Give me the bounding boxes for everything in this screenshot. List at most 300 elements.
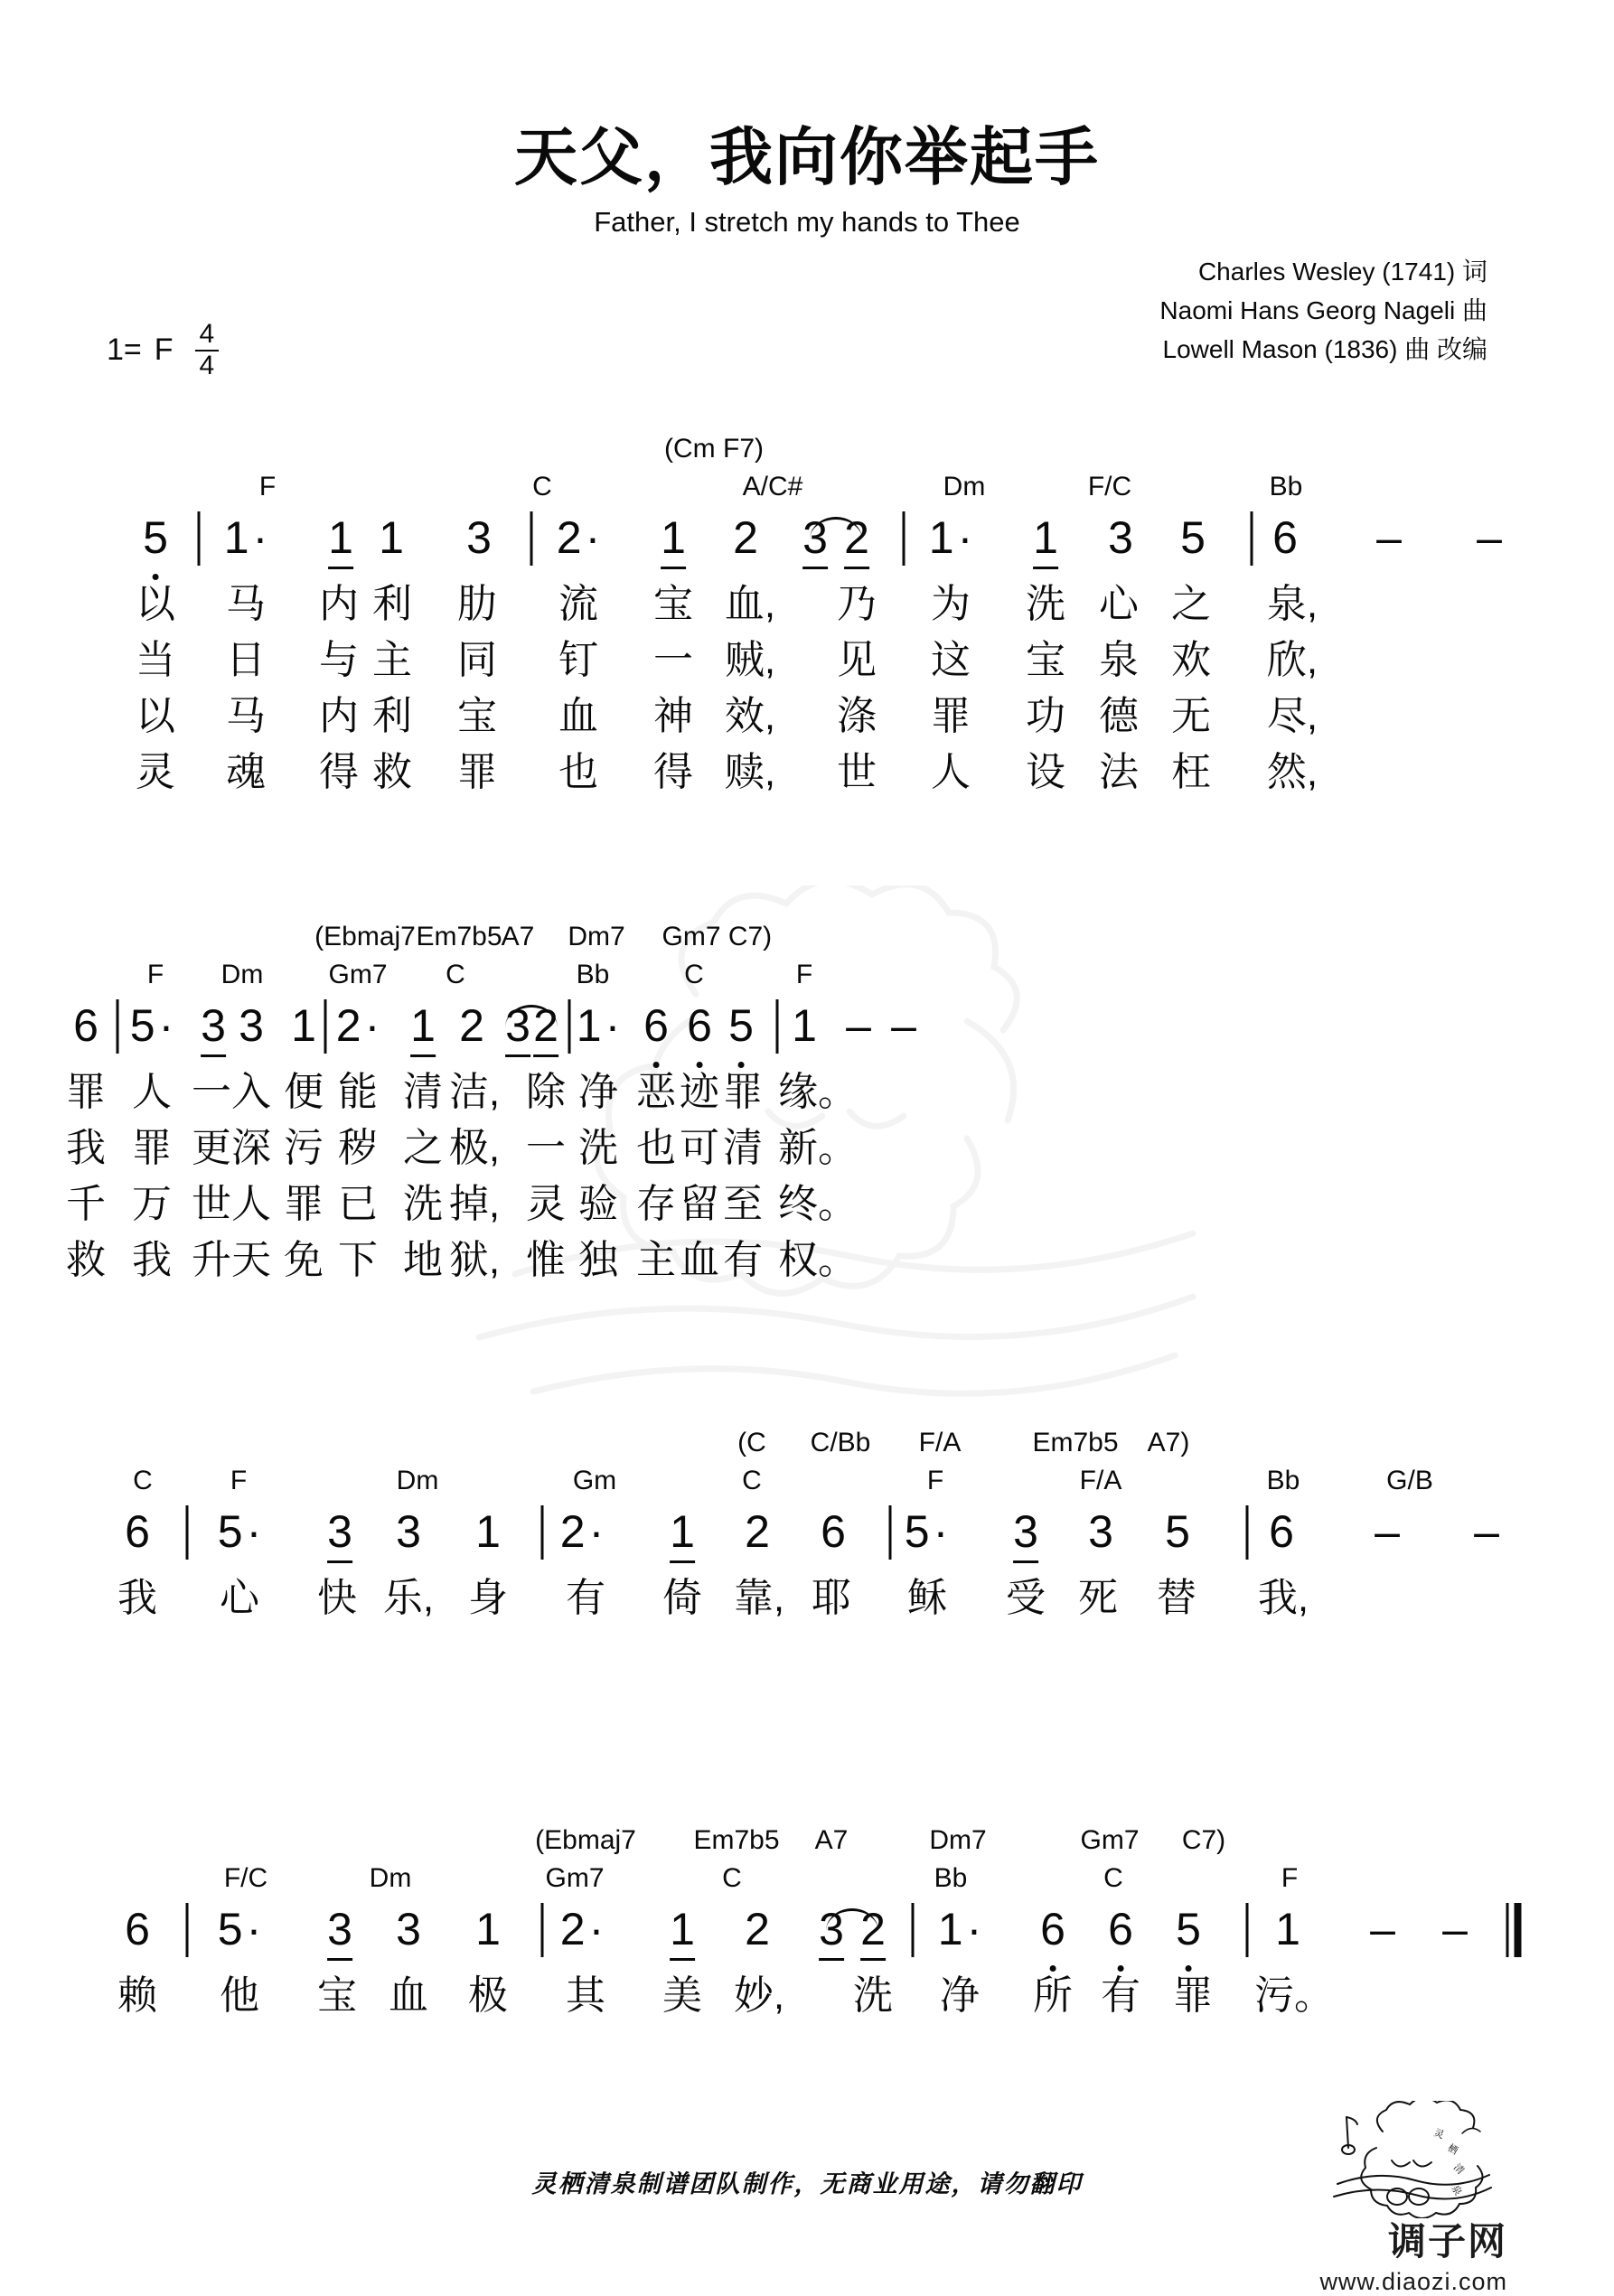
lyric-syllable: 洗 <box>1026 582 1065 626</box>
barline <box>324 999 327 1054</box>
lyric-syllable: 缘。 <box>778 1070 858 1114</box>
note-number: 1· <box>937 1904 982 1954</box>
note-number: 2 <box>745 1506 770 1557</box>
lyric-syllable: 罪 <box>132 1126 172 1170</box>
lyric-syllable: 可 <box>680 1126 719 1170</box>
alt-chord-symbol: A7 <box>501 922 535 951</box>
lyric-syllable: 欣, <box>1266 638 1318 682</box>
note-number: 2· <box>556 512 601 563</box>
lyric-syllable: 人 <box>931 750 971 794</box>
lyric-syllable: 清 <box>723 1126 763 1170</box>
augmentation-dot: · <box>246 1506 262 1557</box>
lyric-syllable: 一 <box>653 638 693 682</box>
time-signature-denominator: 4 <box>199 350 215 380</box>
chord-symbol: F/A <box>1079 1466 1122 1495</box>
note-number: 2 <box>533 998 558 1057</box>
alt-chord-symbol: C/Bb <box>810 1428 871 1457</box>
lyric-syllable: 为 <box>931 582 971 626</box>
note-number: 6 <box>1108 1901 1133 1957</box>
alt-chord-symbol: A7 <box>814 1825 849 1855</box>
lyric-syllable: 赖 <box>117 1973 157 2018</box>
chord-symbol: C <box>742 1466 762 1495</box>
lyric-syllable: 我 <box>117 1576 157 1620</box>
lyric-syllable: 当 <box>136 638 175 682</box>
lyric-syllable: 深 <box>231 1126 271 1170</box>
lyric-syllable: 这 <box>931 638 971 682</box>
lyric-syllable: 罪 <box>284 1182 324 1226</box>
note-number: 5· <box>217 1506 262 1557</box>
note-number: 6 <box>643 998 669 1054</box>
note-number: 1 <box>475 1904 501 1954</box>
site-url: www.diaozi.com <box>1319 2268 1507 2295</box>
lyric-syllable: 下 <box>338 1238 378 1282</box>
lyric-syllable: 极 <box>468 1973 508 2018</box>
alt-chord-symbol: Dm7 <box>929 1825 987 1855</box>
chord-symbol: G/B <box>1386 1466 1433 1495</box>
augmentation-dot: · <box>588 1904 605 1954</box>
lyric-syllable: 宝 <box>317 1973 357 2018</box>
lyric-syllable: 便 <box>284 1070 324 1114</box>
credit-arranger: Lowell Mason (1836) 曲 改编 <box>1162 334 1487 363</box>
lyric-syllable: 靠, <box>733 1576 785 1620</box>
lyric-syllable: 涤 <box>837 694 877 738</box>
lyric-syllable: 救 <box>372 750 412 794</box>
lyric-syllable: 罪 <box>723 1070 763 1114</box>
chord-symbol: F <box>1281 1863 1299 1893</box>
lyric-syllable: 设 <box>1026 750 1065 794</box>
barline <box>1246 1505 1249 1560</box>
lyric-syllable: 罪 <box>1173 1973 1213 2018</box>
lyric-syllable: 稣 <box>907 1576 947 1620</box>
barline <box>903 511 906 566</box>
note-number: 6 <box>73 1000 99 1051</box>
note-number: 3 <box>396 1904 421 1954</box>
system-3-chord-row <box>0 1466 1614 1504</box>
barline <box>912 1903 915 1957</box>
chord-symbol: C <box>722 1863 742 1893</box>
lyric-syllable: 马 <box>226 582 266 626</box>
lyric-syllable: 泉 <box>1099 638 1139 682</box>
lyric-syllable: 一 <box>526 1126 566 1170</box>
lyric-syllable: 也 <box>558 750 598 794</box>
augmentation-dot: · <box>364 1000 380 1051</box>
chord-symbol: F <box>146 960 164 989</box>
system-1-alt-chord-row <box>0 434 1614 472</box>
sustain-dash: – <box>1474 1506 1499 1557</box>
lyric-syllable: 宝 <box>653 582 693 626</box>
lyric-syllable: 升 <box>192 1238 231 1282</box>
lyric-syllable: 罪 <box>931 694 971 738</box>
chord-symbol: A/C# <box>742 472 803 501</box>
system-1 <box>0 434 1614 802</box>
lyric-syllable: 功 <box>1026 694 1065 738</box>
lyric-syllable: 洗 <box>853 1973 893 2018</box>
barline <box>541 1505 544 1560</box>
system-4-note-row <box>0 1901 1614 1970</box>
lyric-syllable: 清 <box>403 1070 443 1114</box>
lyric-line <box>0 634 1614 690</box>
logo-sheep-icon <box>1327 2101 1498 2218</box>
lyric-syllable: 内 <box>319 694 359 738</box>
lyric-line <box>0 1066 1614 1122</box>
lyric-syllable: 我 <box>66 1126 106 1170</box>
augmentation-dot: · <box>252 512 268 563</box>
lyric-syllable: 钉 <box>558 638 598 682</box>
chord-symbol: F <box>230 1466 248 1495</box>
system-2-chord-row <box>0 960 1614 998</box>
note-number: 3 <box>327 1901 352 1961</box>
note-number: 1 <box>1275 1904 1300 1954</box>
lyric-syllable: 欢 <box>1171 638 1211 682</box>
note-number: 3 <box>505 998 530 1057</box>
system-2 <box>0 922 1614 1290</box>
lyric-syllable: 血, <box>724 582 776 626</box>
lyric-syllable: 耶 <box>812 1576 851 1620</box>
lyric-syllable: 洗 <box>578 1126 618 1170</box>
note-number: 5 <box>143 510 168 566</box>
note-number: 3 <box>1013 1504 1038 1563</box>
lyric-syllable: 权。 <box>778 1238 858 1282</box>
alt-chord-symbol: Gm7 <box>662 922 721 951</box>
lyric-syllable: 利 <box>372 694 412 738</box>
final-barline <box>1506 1903 1522 1957</box>
augmentation-dot: · <box>966 1904 982 1954</box>
lyric-syllable: 身 <box>468 1576 508 1620</box>
sustain-dash: – <box>1477 512 1502 563</box>
key-label: 1= <box>107 333 142 368</box>
lyric-syllable: 利 <box>372 582 412 626</box>
barline <box>117 999 119 1054</box>
chord-symbol: Dm <box>369 1863 412 1893</box>
note-number: 1 <box>410 998 436 1057</box>
lyric-syllable: 与 <box>319 638 359 682</box>
lyric-line <box>0 1970 1614 2026</box>
lyric-line <box>0 1234 1614 1290</box>
note-number: 5 <box>728 998 754 1054</box>
note-number: 1 <box>1033 510 1058 569</box>
note-number: 1· <box>576 1000 621 1051</box>
lyric-syllable: 宝 <box>457 694 497 738</box>
svg-text:泉: 泉 <box>1449 2183 1465 2198</box>
chord-symbol: Bb <box>934 1863 968 1893</box>
lyric-syllable: 同 <box>457 638 497 682</box>
lyric-syllable: 血 <box>389 1973 428 2018</box>
barline <box>776 999 779 1054</box>
sustain-dash: – <box>1370 1904 1395 1954</box>
lyric-syllable: 日 <box>226 638 266 682</box>
note-number: 5· <box>217 1904 262 1954</box>
lyric-syllable: 验 <box>578 1182 618 1226</box>
system-3-alt-chord-row <box>0 1428 1614 1466</box>
lyric-syllable: 倚 <box>662 1576 702 1620</box>
lyric-syllable: 惟 <box>526 1238 566 1282</box>
lyric-syllable: 主 <box>636 1238 676 1282</box>
note-number: 5 <box>1180 512 1206 563</box>
note-number: 6 <box>687 998 712 1054</box>
chord-symbol: Bb <box>1266 1466 1300 1495</box>
chord-symbol: Bb <box>1269 472 1303 501</box>
lyric-syllable: 法 <box>1099 750 1139 794</box>
lyric-syllable: 掉, <box>448 1182 501 1226</box>
alt-chord-symbol: F/A <box>918 1428 962 1457</box>
lyric-syllable: 一 <box>192 1070 231 1114</box>
alt-chord-symbol: Dm7 <box>568 922 625 951</box>
lyric-syllable: 得 <box>653 750 693 794</box>
system-3-note-row <box>0 1504 1614 1572</box>
note-number: 1 <box>328 510 353 569</box>
lyric-syllable: 污 <box>284 1126 324 1170</box>
lyric-syllable: 能 <box>338 1070 378 1114</box>
lyric-line <box>0 1122 1614 1178</box>
chord-symbol: Gm <box>572 1466 617 1495</box>
site-name-cn: 调子网 <box>1387 2220 1507 2263</box>
lyric-syllable: 德 <box>1099 694 1139 738</box>
note-number: 2· <box>335 1000 380 1051</box>
alt-chord-symbol: C7) <box>727 922 773 951</box>
key-value: F <box>154 333 174 368</box>
lyric-syllable: 宝 <box>1026 638 1065 682</box>
note-number: 6 <box>1269 1506 1294 1557</box>
note-number: 2 <box>860 1901 886 1961</box>
note-number: 3 <box>396 1506 421 1557</box>
chord-symbol: C <box>684 960 704 989</box>
alt-chord-symbol: A7) <box>1147 1428 1190 1457</box>
alt-chord-symbol: C7) <box>1181 1825 1226 1855</box>
lyric-syllable: 也 <box>636 1126 676 1170</box>
lyric-syllable: 入 <box>231 1070 271 1114</box>
lyric-syllable: 肋 <box>457 582 497 626</box>
lyric-syllable: 之 <box>403 1126 443 1170</box>
lyric-syllable: 人 <box>231 1182 271 1226</box>
lyric-syllable: 心 <box>1099 582 1139 626</box>
lyric-syllable: 内 <box>319 582 359 626</box>
footer-credit-note: 灵栖清泉制谱团队制作，无商业用途，请勿翻印 <box>531 2170 1083 2198</box>
barline <box>889 1505 892 1560</box>
system-1-chord-row <box>0 472 1614 510</box>
lyric-syllable: 净 <box>578 1070 618 1114</box>
lyric-syllable: 世 <box>837 750 877 794</box>
lyric-syllable: 其 <box>566 1973 605 2018</box>
lyric-syllable: 血 <box>680 1238 719 1282</box>
lyric-syllable: 罪 <box>457 750 497 794</box>
note-number: 1 <box>475 1506 501 1557</box>
system-4-chord-row <box>0 1863 1614 1901</box>
augmentation-dot: · <box>158 1000 174 1051</box>
lyric-syllable: 心 <box>220 1576 259 1620</box>
lyric-line <box>0 578 1614 634</box>
lyric-syllable: 枉 <box>1171 750 1211 794</box>
chord-symbol: F <box>795 960 813 989</box>
lyric-syllable: 之 <box>1171 582 1211 626</box>
note-number: 5· <box>129 1000 174 1051</box>
lyric-syllable: 马 <box>226 694 266 738</box>
alt-chord-symbol: Em7b5 <box>416 922 502 951</box>
lyric-syllable: 美 <box>662 1973 702 2018</box>
barline <box>530 511 533 566</box>
note-number: 1 <box>291 1000 316 1051</box>
lyric-syllable: 终。 <box>778 1182 858 1226</box>
note-number: 1 <box>661 510 686 569</box>
barline <box>541 1903 544 1957</box>
chord-symbol: F/C <box>1087 472 1132 501</box>
lyric-syllable: 存 <box>636 1182 676 1226</box>
lyric-syllable: 千 <box>66 1182 106 1226</box>
alt-chord-symbol: Em7b5 <box>1032 1428 1119 1457</box>
note-number: 3 <box>201 998 226 1057</box>
lyric-syllable: 至 <box>723 1182 763 1226</box>
lyric-syllable: 尽, <box>1266 694 1318 738</box>
note-number: 5 <box>1165 1506 1190 1557</box>
lyric-syllable: 已 <box>338 1182 378 1226</box>
lyric-syllable: 污。 <box>1254 1973 1334 2018</box>
lyric-syllable: 快 <box>317 1576 357 1620</box>
svg-text:灵: 灵 <box>1431 2126 1446 2141</box>
note-number: 2 <box>459 1000 484 1051</box>
augmentation-dot: · <box>605 1000 621 1051</box>
augmentation-dot: · <box>588 1506 605 1557</box>
lyric-syllable: 然, <box>1266 750 1318 794</box>
note-number: 3 <box>239 1000 264 1051</box>
lyric-syllable: 所 <box>1033 1973 1073 2018</box>
lyric-syllable: 独 <box>578 1238 618 1282</box>
lyric-line <box>0 1178 1614 1234</box>
note-number: 6 <box>821 1506 846 1557</box>
lyric-syllable: 万 <box>132 1182 172 1226</box>
sustain-dash: – <box>1376 512 1402 563</box>
note-number: 6 <box>1040 1901 1065 1957</box>
note-number: 1· <box>223 512 268 563</box>
chord-symbol: F <box>926 1466 944 1495</box>
chord-symbol: C <box>532 472 552 501</box>
lyric-syllable: 新。 <box>778 1126 858 1170</box>
lyric-syllable: 极, <box>448 1126 501 1170</box>
page-title: 天父，我向你举起手 <box>514 122 1100 192</box>
barline <box>1246 1903 1249 1957</box>
lyric-syllable: 免 <box>284 1238 324 1282</box>
chord-symbol: Gm7 <box>328 960 388 989</box>
system-1-note-row <box>0 510 1614 578</box>
note-number: 6 <box>1272 512 1298 563</box>
system-2-note-row <box>0 998 1614 1066</box>
lyric-syllable: 见 <box>837 638 877 682</box>
lyric-syllable: 天 <box>231 1238 271 1282</box>
system-4 <box>0 1825 1614 2026</box>
lyric-syllable: 更 <box>192 1126 231 1170</box>
lyric-syllable: 妙, <box>733 1973 785 2018</box>
lyric-syllable: 得 <box>319 750 359 794</box>
barline <box>186 1903 189 1957</box>
system-4-alt-chord-row <box>0 1825 1614 1863</box>
chord-symbol: F/C <box>223 1863 268 1893</box>
lyric-syllable: 泉, <box>1266 582 1318 626</box>
lyric-syllable: 灵 <box>526 1182 566 1226</box>
lyric-syllable: 乐, <box>382 1576 435 1620</box>
lyric-syllable: 除 <box>526 1070 566 1114</box>
svg-text:栖: 栖 <box>1445 2141 1460 2158</box>
alt-chord-symbol: (Cm F7) <box>664 434 764 464</box>
lyric-syllable: 净 <box>940 1973 980 2018</box>
lyric-syllable: 受 <box>1006 1576 1046 1620</box>
note-number: 3 <box>327 1504 352 1563</box>
chord-symbol: Dm <box>943 472 986 501</box>
lyric-syllable: 无 <box>1171 694 1211 738</box>
lyric-syllable: 救 <box>66 1238 106 1282</box>
lyric-syllable: 秽 <box>338 1126 378 1170</box>
barline <box>1251 511 1253 566</box>
lyric-syllable: 迹 <box>680 1070 719 1114</box>
lyric-syllable: 地 <box>403 1238 443 1282</box>
lyric-syllable: 他 <box>220 1973 259 2018</box>
alt-chord-symbol: (C <box>737 1428 766 1457</box>
lyric-syllable: 以 <box>136 582 175 626</box>
chord-symbol: C <box>133 1466 153 1495</box>
lyric-syllable: 以 <box>136 694 175 738</box>
lyric-syllable: 贼, <box>724 638 776 682</box>
page-subtitle: Father, I stretch my hands to Thee <box>594 206 1020 238</box>
note-number: 3 <box>819 1901 844 1961</box>
note-number: 2 <box>844 510 869 569</box>
svg-text:清: 清 <box>1450 2160 1467 2177</box>
note-number: 5· <box>904 1506 949 1557</box>
barline <box>186 1505 189 1560</box>
time-signature-numerator: 4 <box>195 321 220 351</box>
lyric-syllable: 留 <box>680 1182 719 1226</box>
lyric-syllable: 死 <box>1078 1576 1118 1620</box>
augmentation-dot: · <box>246 1904 262 1954</box>
lyric-syllable: 洁, <box>448 1070 501 1114</box>
chord-symbol: F <box>258 472 277 501</box>
sustain-dash: – <box>846 1000 871 1051</box>
note-number: 6 <box>125 1506 150 1557</box>
barline <box>198 511 201 566</box>
chord-symbol: C <box>1103 1863 1123 1893</box>
alt-chord-symbol: Gm7 <box>1080 1825 1140 1855</box>
lyric-syllable: 神 <box>653 694 693 738</box>
lyric-line <box>0 690 1614 746</box>
sustain-dash: – <box>891 1000 916 1051</box>
system-3 <box>0 1428 1614 1628</box>
lyric-syllable: 替 <box>1157 1576 1196 1620</box>
note-number: 1· <box>928 512 973 563</box>
augmentation-dot: · <box>585 512 601 563</box>
lyric-syllable: 我, <box>1257 1576 1309 1620</box>
lyric-syllable: 灵 <box>136 750 175 794</box>
alt-chord-symbol: Em7b5 <box>693 1825 780 1855</box>
time-signature <box>195 321 220 380</box>
lyric-syllable: 有 <box>566 1576 605 1620</box>
barline <box>568 999 571 1054</box>
augmentation-dot: · <box>933 1506 949 1557</box>
note-number: 2· <box>559 1904 605 1954</box>
chord-symbol: C <box>446 960 465 989</box>
note-number: 3 <box>802 510 828 569</box>
lyric-syllable: 乃 <box>837 582 877 626</box>
note-number: 3 <box>466 512 492 563</box>
alt-chord-symbol: (Ebmaj7 <box>314 922 416 951</box>
site-watermark <box>1319 2212 1507 2296</box>
sustain-dash: – <box>1442 1904 1468 1954</box>
note-number: 1 <box>670 1901 695 1961</box>
lyric-syllable: 恶 <box>636 1070 676 1114</box>
lyric-syllable: 狱, <box>448 1238 501 1282</box>
note-number: 5 <box>1176 1901 1201 1957</box>
chord-symbol: Bb <box>576 960 610 989</box>
key-signature <box>107 321 219 380</box>
lyric-syllable: 效, <box>724 694 776 738</box>
note-number: 6 <box>125 1904 150 1954</box>
lyric-syllable: 有 <box>1101 1973 1140 2018</box>
lyric-syllable: 罪 <box>66 1070 106 1114</box>
